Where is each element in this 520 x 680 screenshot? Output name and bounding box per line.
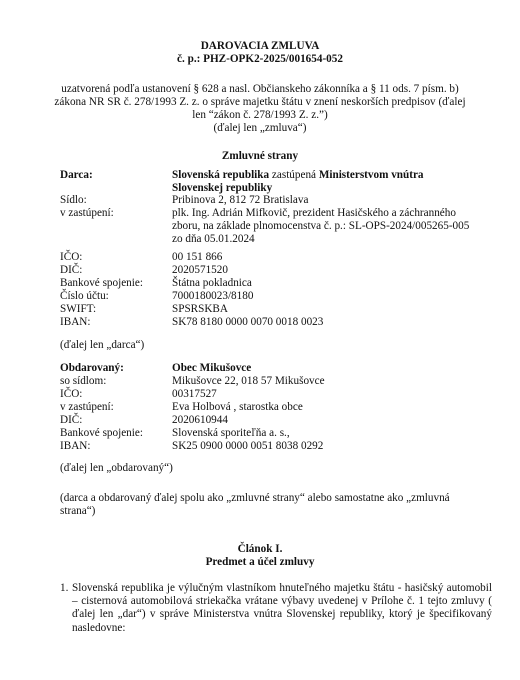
- donee-name: Obec Mikušovce: [172, 362, 252, 374]
- donee-iban-value: SK25 0900 0000 0051 8038 0292: [172, 440, 324, 452]
- donor-iban-label: IBAN:: [60, 316, 91, 328]
- donor-dic-value: 2020571520: [172, 264, 228, 276]
- donee-seat-label: so sídlom:: [60, 375, 107, 387]
- contract-title: DAROVACIA ZMLUVA: [200, 40, 320, 52]
- intro-line-4: (ďalej len „zmluva“): [213, 122, 307, 134]
- donee-dic-value: 2020610944: [172, 414, 228, 426]
- donor-ico-label: IČO:: [60, 251, 83, 263]
- donor-dic-label: DIČ:: [60, 264, 83, 276]
- donor-role-label: Darca:: [60, 169, 93, 181]
- donor-swift-value: SPSRSKBA: [172, 303, 228, 315]
- donor-seat-label: Sídlo:: [60, 194, 87, 206]
- donor-alias: (ďalej len „darca“): [60, 339, 145, 351]
- donee-representative-label: v zastúpení:: [60, 401, 114, 413]
- donor-name-part-2: Ministerstvom vnútra Slovenskej republiky: [172, 169, 424, 195]
- donee-ico-value: 00317527: [172, 388, 217, 400]
- donee-iban-label: IBAN:: [60, 440, 91, 452]
- donor-seat-value: Pribinova 2, 812 72 Bratislava: [172, 194, 309, 206]
- intro-line-1: uzatvorená podľa ustanovení § 628 a nasl. Občianskeho zákonníka a § 11 ods. 7 písm. b): [61, 83, 459, 95]
- donor-ico-value: 00 151 866: [172, 251, 223, 263]
- donor-representative-label: v zastúpení:: [60, 207, 114, 219]
- donee-dic-label: DIČ:: [60, 414, 83, 426]
- donor-bank-value: Štátna pokladnica: [172, 277, 252, 289]
- donee-bank-value: Slovenská sporiteľňa a. s.,: [172, 427, 290, 439]
- intro-line-3: len “zákon č. 278/1993 Z. z.”): [192, 109, 328, 121]
- joint-alias-paragraph: (darca a obdarovaný ďalej spolu ako „zmluvné strany“ alebo samostatne ako „zmluvná strana“): [60, 492, 450, 518]
- donor-representative-value: plk. Ing. Adrián Mifkovič, prezident Hasičského a záchranného zboru, na základe plnomocenstva č. p.: SL-OPS-2024/005265-005 zo dňa 05.01.2024: [172, 207, 470, 246]
- donor-iban-value: SK78 8180 0000 0070 0018 0023: [172, 316, 324, 328]
- donor-account-label: Číslo účtu:: [60, 290, 109, 302]
- donor-bank-label: Bankové spojenie:: [60, 277, 143, 289]
- article-title: Predmet a účel zmluvy: [205, 556, 315, 568]
- contract-number: č. p.: PHZ-OPK2-2025/001654-052: [177, 53, 343, 65]
- parties-heading: Zmluvné strany: [221, 150, 299, 162]
- donee-representative-value: Eva Holbová , starostka obce: [172, 401, 303, 413]
- donor-name-connector: zastúpená: [269, 169, 319, 181]
- donor-swift-label: SWIFT:: [60, 303, 97, 315]
- clause-1-text: Slovenská republika je výlučným vlastníkom hnuteľného majetku štátu - hasičský automobil – cisternová automobilová striekačka vrátane výbavy uvedenej v Prílohe č. 1 tejto zmluvy ( ďalej len „dar“) v správe Ministerstva vnútra Slovenskej republiky, ktorý je špecifikovaný nasledovne:: [72, 582, 492, 634]
- article-number: Článok I.: [237, 543, 283, 555]
- intro-line-2: zákona NR SR č. 278/1993 Z. z. o správe majetku štátu v znení neskorších predpisov (ďalej: [54, 96, 466, 108]
- donee-bank-label: Bankové spojenie:: [60, 427, 143, 439]
- donee-ico-label: IČO:: [60, 388, 83, 400]
- donee-seat-value: Mikušovce 22, 018 57 Mikušovce: [172, 375, 325, 387]
- donor-name: [172, 169, 472, 195]
- donor-account-value: 7000180023/8180: [172, 290, 254, 302]
- donee-role-label: Obdarovaný:: [60, 362, 124, 374]
- donee-alias: (ďalej len „obdarovaný“): [60, 462, 173, 474]
- clause-1-number: 1.: [60, 582, 69, 594]
- donor-name-part-1: Slovenská republika: [172, 169, 270, 181]
